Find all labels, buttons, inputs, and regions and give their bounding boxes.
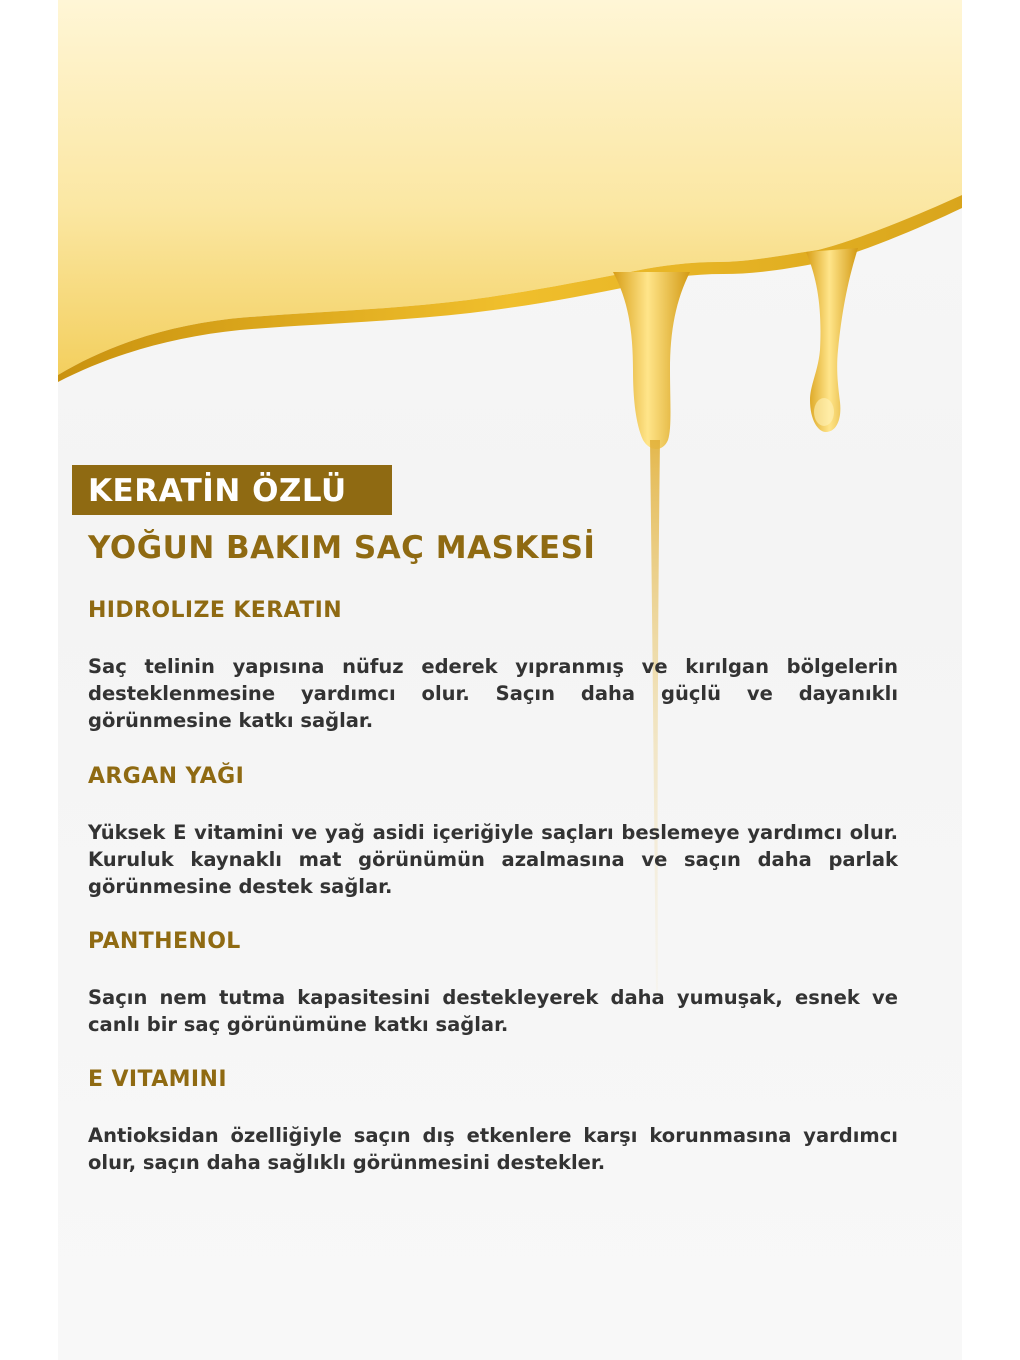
- product-info-panel: [58, 0, 962, 1360]
- section-body-keratin: Saç telinin yapısına nüfuz ederek yıpranmış ve kırılgan bölgelerin desteklenmesine yardımcı olur. Saçın daha güçlü ve dayanıklı görünmesine katkı sağlar.: [88, 655, 898, 732]
- product-subtitle: YOĞUN BAKIM SAÇ MASKESİ: [88, 530, 596, 566]
- section-title-keratin: HIDROLIZE KERATIN: [88, 598, 343, 623]
- text-content: [58, 0, 962, 1360]
- section-body-vitamin-e: Antioksidan özelliğiyle saçın dış etkenlere karşı korunmasına yardımcı olur, saçın daha sağlıklı görünmesini destekler.: [88, 1124, 898, 1174]
- section-title-vitamin-e: E VITAMINI: [88, 1067, 227, 1092]
- section-title-panthenol: PANTHENOL: [88, 929, 241, 954]
- title-badge: KERATİN ÖZLÜ: [72, 465, 392, 515]
- section-body-panthenol: Saçın nem tutma kapasitesini destekleyerek daha yumuşak, esnek ve canlı bir saç görünümüne katkı sağlar.: [88, 986, 898, 1036]
- section-title-argan: ARGAN YAĞI: [88, 764, 245, 789]
- section-body-argan: Yüksek E vitamini ve yağ asidi içeriğiyle saçları beslemeye yardımcı olur. Kuruluk kaynaklı mat görünümün azalmasına ve saçın daha parlak görünmesine destek sağlar.: [88, 821, 898, 898]
